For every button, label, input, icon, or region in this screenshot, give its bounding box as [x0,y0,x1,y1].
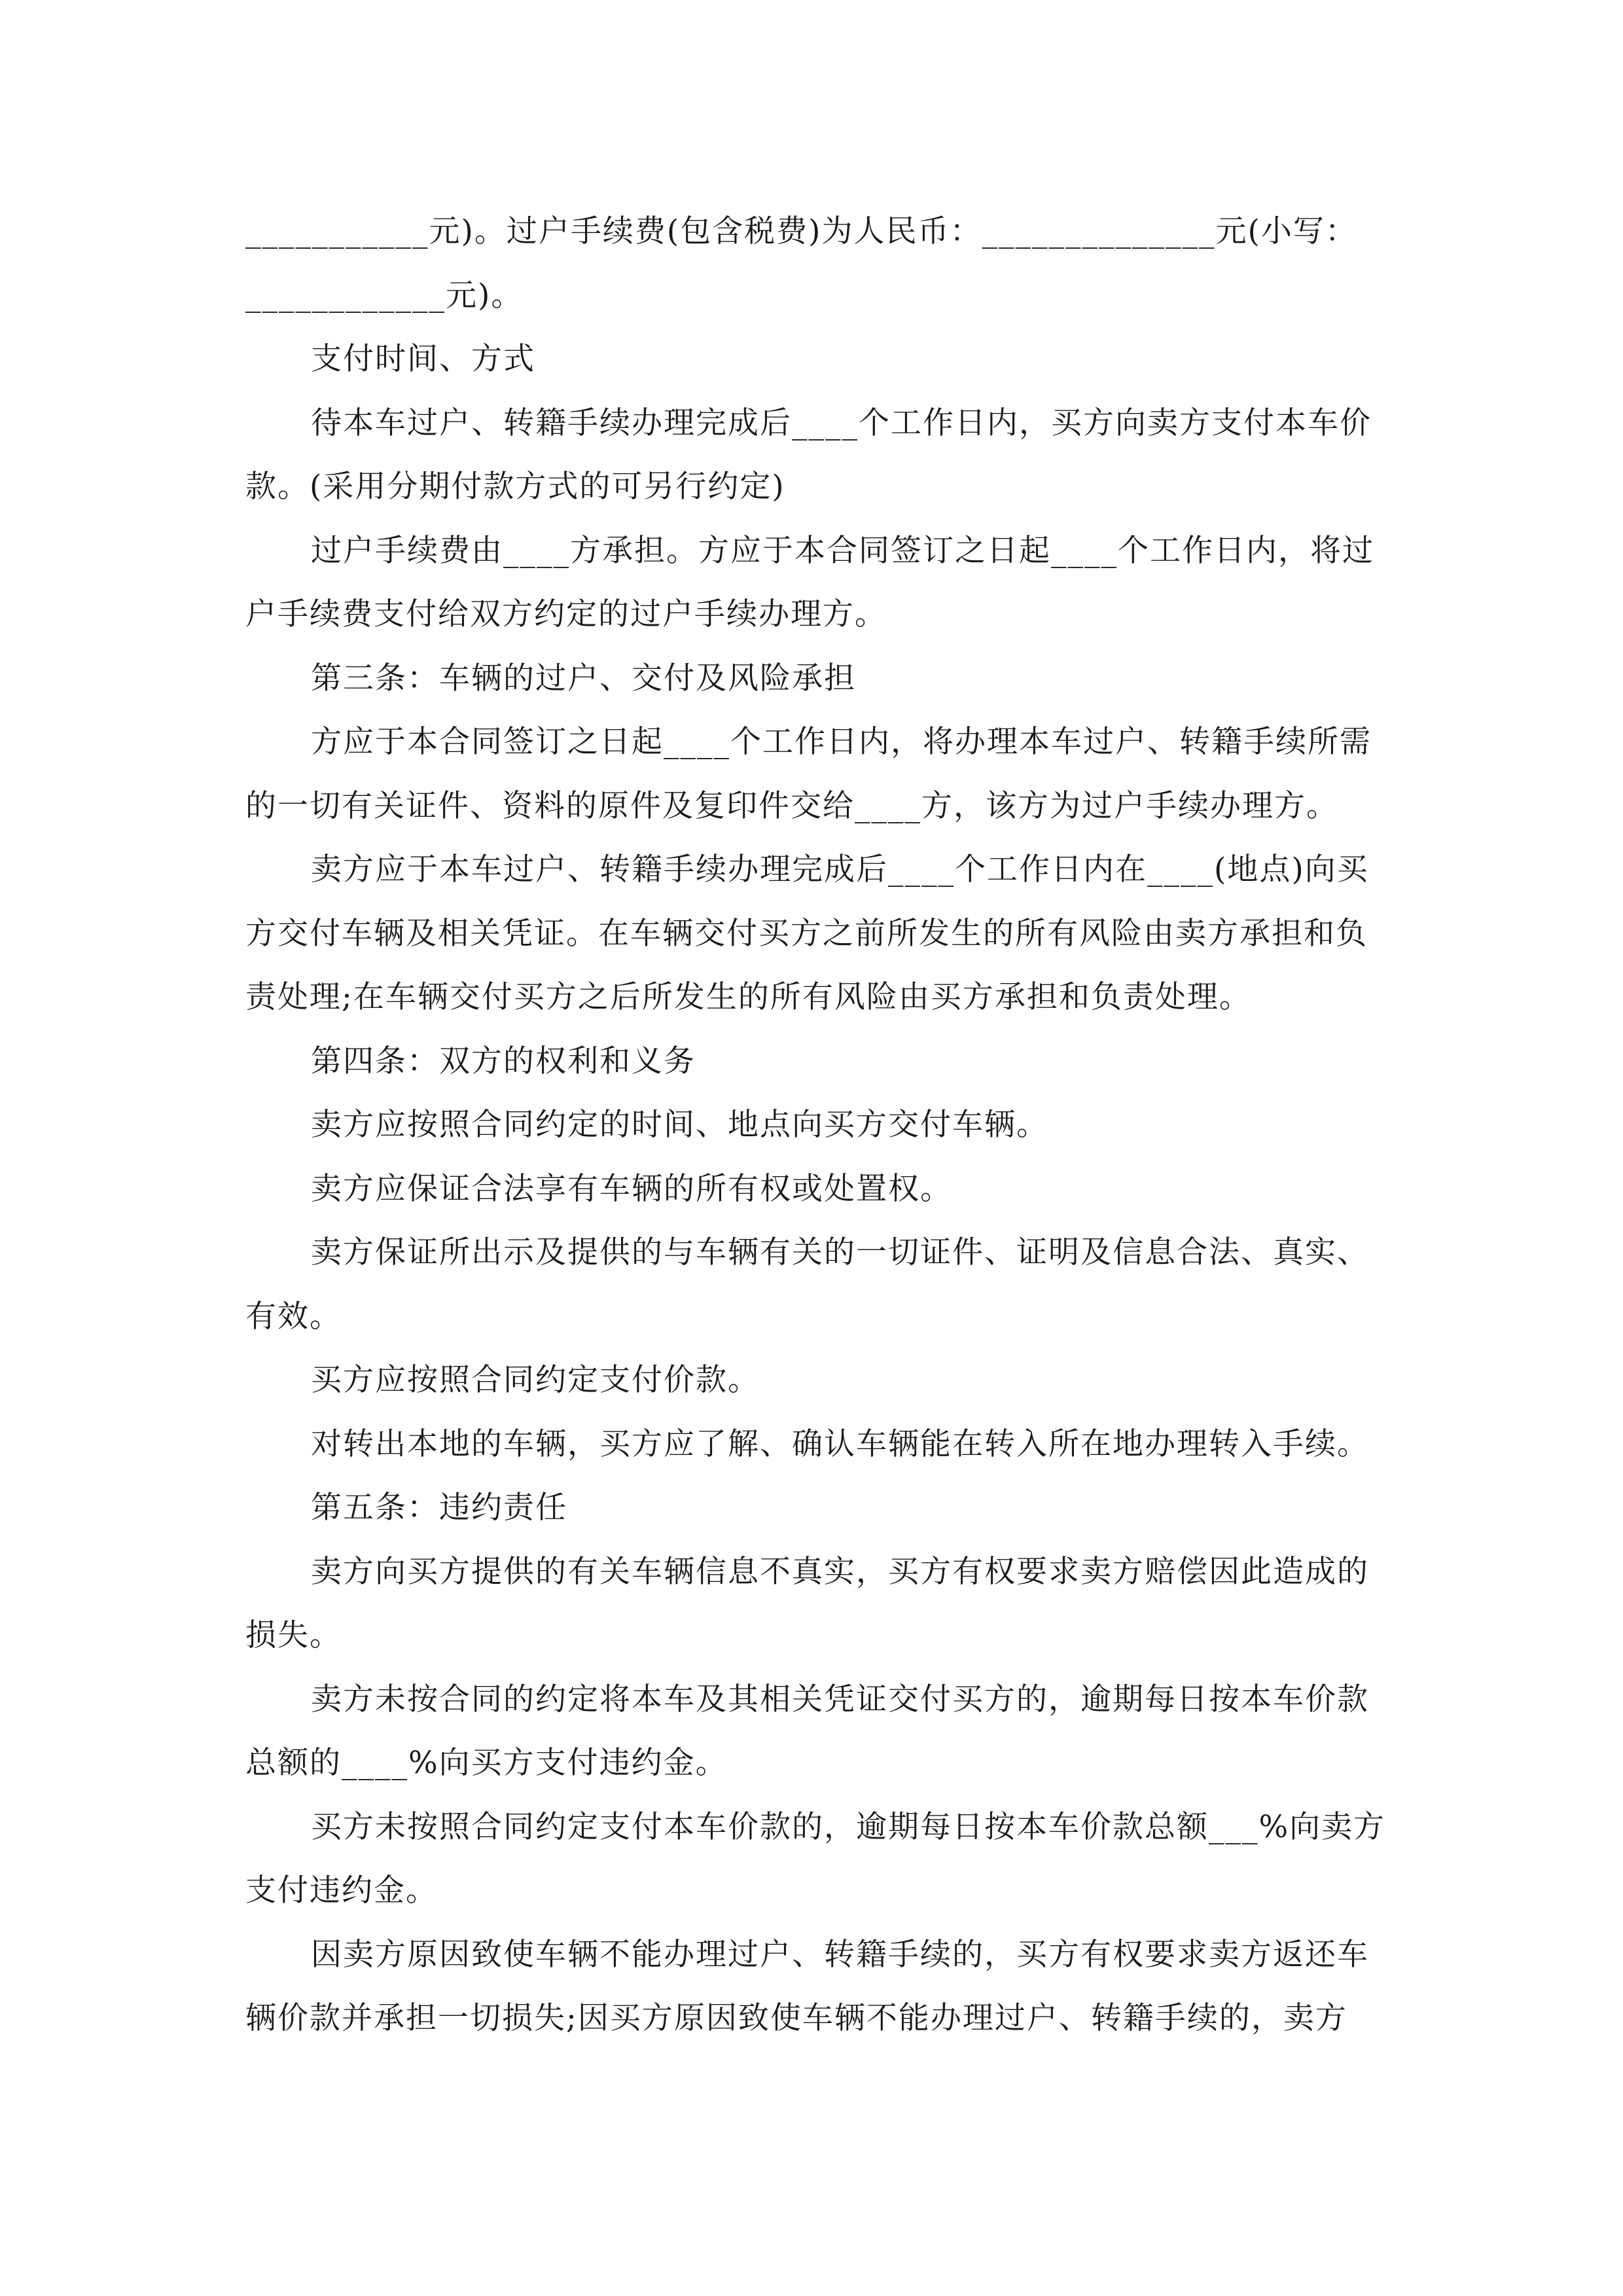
text-line: 对转出本地的车辆，买方应了解、确认车辆能在转入所在地办理转入手续。 [311,1426,1369,1462]
text-line: 辆价款并承担一切损失;因买方原因致使车辆不能办理过户、转籍手续的，卖方 [245,2000,1347,2036]
text-line: 卖方未按合同的约定将本车及其相关凭证交付买方的，逾期每日按本车价款 [311,1681,1369,1717]
text-line: 有效。 [245,1298,342,1335]
text-line: 损失。 [245,1617,342,1653]
text-line: 总额的____%向买方支付违约金。 [245,1745,728,1781]
text-line: 买方未按照合同约定支付本车价款的，逾期每日按本车价款总额___%向卖方 [311,1808,1386,1845]
text-line: 款。(采用分期付款方式的可另行约定) [245,469,785,505]
text-line: 因卖方原因致使车辆不能办理过户、转籍手续的，买方有权要求卖方返还车 [311,1936,1369,1973]
article-heading: 第五条：违约责任 [311,1490,567,1526]
text-line: 卖方应按照合同约定的时间、地点向买方交付车辆。 [311,1107,1048,1143]
text-line: 责处理;在车辆交付买方之后所发生的所有风险由买方承担和负责处理。 [245,979,1251,1015]
section-heading: 支付时间、方式 [311,341,535,377]
text-line: 过户手续费由____方承担。方应于本合同签订之日起____个工作日内，将过 [311,532,1374,569]
text-line: 的一切有关证件、资料的原件及复印件交给____方，该方为过户手续办理方。 [245,787,1338,824]
article-heading: 第三条：车辆的过户、交付及风险承担 [311,660,856,696]
text-line: 卖方保证所出示及提供的与车辆有关的一切证件、证明及信息合法、真实、 [311,1234,1369,1270]
text-line: ___________元)。过户手续费(包含税费)为人民币：______________元(小写： [245,213,1357,249]
article-heading: 第四条：双方的权利和义务 [311,1043,696,1079]
text-line: 支付违约金。 [245,1873,438,1909]
text-line: 卖方向买方提供的有关车辆信息不真实，买方有权要求卖方赔偿因此造成的 [311,1553,1369,1590]
text-line: 卖方应于本车过户、转籍手续办理完成后____个工作日内在____(地点)向买 [311,852,1369,888]
contract-body [245,200,1397,2051]
text-line: 方应于本合同签订之日起____个工作日内，将办理本车过户、转籍手续所需 [311,724,1372,760]
text-line: 户手续费支付给双方约定的过户手续办理方。 [245,596,887,632]
text-line: 方交付车辆及相关凭证。在车辆交付买方之前所发生的所有风险由卖方承担和负 [245,915,1368,952]
text-line: 卖方应保证合法享有车辆的所有权或处置权。 [311,1170,952,1207]
text-line: 买方应按照合同约定支付价款。 [311,1362,760,1398]
text-line: ____________元)。 [245,277,524,314]
text-line: 待本车过户、转籍手续办理完成后____个工作日内，买方向卖方支付本车价 [311,404,1372,441]
